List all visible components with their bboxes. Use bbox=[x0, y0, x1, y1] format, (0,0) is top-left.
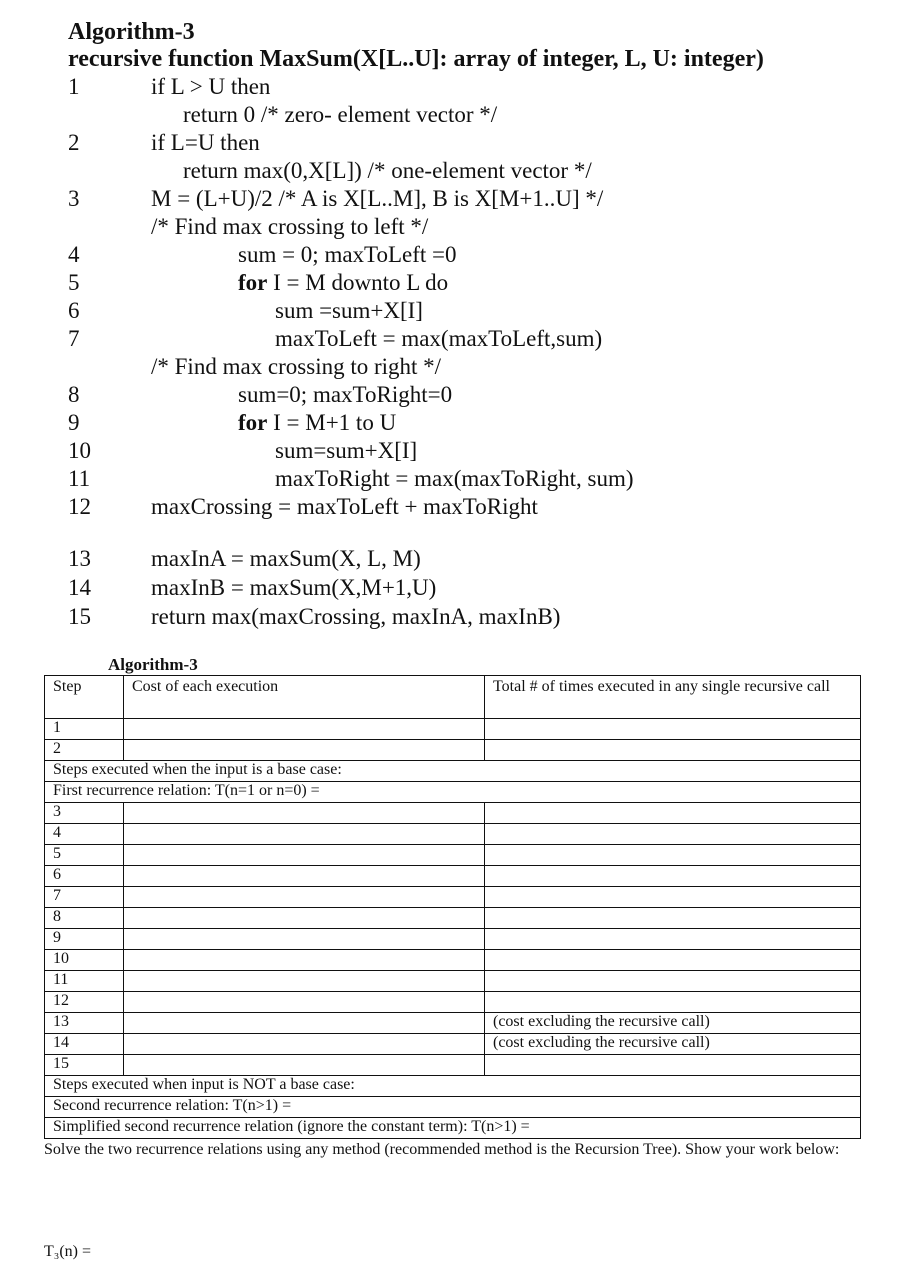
cost-cell bbox=[124, 950, 485, 971]
line-number: 7 bbox=[68, 326, 80, 351]
code-statement: maxToLeft = max(maxToLeft,sum) bbox=[275, 326, 603, 351]
cost-cell bbox=[124, 971, 485, 992]
table-row bbox=[45, 1055, 861, 1076]
step-cell: 2 bbox=[45, 740, 124, 761]
code-text bbox=[183, 101, 497, 129]
algorithm-title: Algorithm-3 bbox=[68, 19, 195, 45]
header-cost: Cost of each execution bbox=[124, 676, 485, 719]
cost-cell bbox=[124, 845, 485, 866]
code-statement: if L=U then bbox=[151, 130, 260, 155]
total-cell bbox=[485, 719, 861, 740]
total-cell bbox=[485, 824, 861, 845]
code-statement: sum =sum+X[I] bbox=[275, 298, 423, 323]
table-row bbox=[45, 1013, 861, 1034]
code-statement: I = M+1 to U bbox=[267, 410, 397, 435]
keyword: for bbox=[238, 270, 268, 295]
code-statement: I = M downto L do bbox=[267, 270, 449, 295]
step-cell: 11 bbox=[45, 971, 124, 992]
answer-label: T₃(n) = bbox=[44, 1243, 92, 1260]
total-cell bbox=[485, 950, 861, 971]
code-statement: if L > U then bbox=[151, 74, 271, 99]
step-cell: 5 bbox=[45, 845, 124, 866]
line-number: 6 bbox=[68, 298, 80, 323]
code-text bbox=[151, 185, 603, 213]
table-row bbox=[45, 1076, 861, 1097]
cost-cell bbox=[124, 887, 485, 908]
total-cell bbox=[485, 971, 861, 992]
total-cell bbox=[485, 992, 861, 1013]
first-recurrence: First recurrence relation: T(n=1 or n=0) = bbox=[45, 782, 861, 803]
total-cell: (cost excluding the recursive call) bbox=[485, 1034, 861, 1055]
table-row bbox=[45, 761, 861, 782]
code-text bbox=[151, 603, 560, 631]
total-cell bbox=[485, 887, 861, 908]
cost-cell bbox=[124, 803, 485, 824]
table-row bbox=[45, 971, 861, 992]
code-text bbox=[238, 381, 452, 409]
line-number: 4 bbox=[68, 242, 80, 267]
code-text bbox=[151, 73, 270, 101]
simplified-recurrence: Simplified second recurrence relation (ignore the constant term): T(n>1) = bbox=[45, 1118, 861, 1139]
code-statement: maxToRight = max(maxToRight, sum) bbox=[275, 466, 634, 491]
step-cell: 8 bbox=[45, 908, 124, 929]
code-statement: maxCrossing = maxToLeft + maxToRight bbox=[151, 494, 538, 519]
cost-cell bbox=[124, 1034, 485, 1055]
table-row bbox=[45, 908, 861, 929]
code-statement: /* Find max crossing to left */ bbox=[151, 214, 429, 239]
cost-table bbox=[44, 675, 861, 1139]
step-cell: 6 bbox=[45, 866, 124, 887]
cost-cell bbox=[124, 1013, 485, 1034]
table-row bbox=[45, 1097, 861, 1118]
table-row bbox=[45, 929, 861, 950]
total-cell bbox=[485, 1055, 861, 1076]
code-text bbox=[151, 353, 441, 381]
code-statement: sum=sum+X[I] bbox=[275, 438, 418, 463]
table-row bbox=[45, 866, 861, 887]
cost-cell bbox=[124, 824, 485, 845]
code-text bbox=[183, 157, 592, 185]
table-row bbox=[45, 1118, 861, 1139]
total-cell bbox=[485, 929, 861, 950]
step-cell: 14 bbox=[45, 1034, 124, 1055]
cost-cell bbox=[124, 908, 485, 929]
cost-cell bbox=[124, 929, 485, 950]
header-total: Total # of times executed in any single recursive call bbox=[485, 676, 861, 719]
code-text bbox=[238, 409, 396, 437]
code-text bbox=[238, 241, 457, 269]
table-row bbox=[45, 719, 861, 740]
line-number: 14 bbox=[68, 575, 91, 600]
code-statement: return max(maxCrossing, maxInA, maxInB) bbox=[151, 604, 561, 629]
code-text bbox=[275, 297, 423, 325]
second-recurrence: Second recurrence relation: T(n>1) = bbox=[45, 1097, 861, 1118]
step-cell: 15 bbox=[45, 1055, 124, 1076]
total-cell bbox=[485, 803, 861, 824]
step-cell: 13 bbox=[45, 1013, 124, 1034]
total-cell bbox=[485, 740, 861, 761]
code-text bbox=[238, 269, 448, 297]
step-cell: 12 bbox=[45, 992, 124, 1013]
line-number: 2 bbox=[68, 130, 80, 155]
table-row bbox=[45, 845, 861, 866]
total-cell bbox=[485, 845, 861, 866]
step-cell: 3 bbox=[45, 803, 124, 824]
code-text bbox=[275, 437, 417, 465]
step-cell: 7 bbox=[45, 887, 124, 908]
code-statement: return max(0,X[L]) /* one-element vector */ bbox=[183, 158, 592, 183]
code-text bbox=[151, 213, 428, 241]
code-statement: /* Find max crossing to right */ bbox=[151, 354, 442, 379]
table-row bbox=[45, 803, 861, 824]
table-row bbox=[45, 1034, 861, 1055]
step-cell: 9 bbox=[45, 929, 124, 950]
total-cell bbox=[485, 908, 861, 929]
code-statement: sum = 0; maxToLeft =0 bbox=[238, 242, 457, 267]
cost-cell bbox=[124, 719, 485, 740]
non-base-label: Steps executed when input is NOT a base case: bbox=[45, 1076, 861, 1097]
code-text bbox=[151, 129, 260, 157]
table-caption: Algorithm-3 bbox=[108, 655, 198, 674]
cost-cell bbox=[124, 1055, 485, 1076]
line-number: 12 bbox=[68, 494, 91, 519]
line-number: 11 bbox=[68, 466, 91, 491]
code-statement: sum=0; maxToRight=0 bbox=[238, 382, 453, 407]
table-row bbox=[45, 887, 861, 908]
step-cell: 10 bbox=[45, 950, 124, 971]
table-row bbox=[45, 740, 861, 761]
table-header-row bbox=[45, 676, 861, 719]
algorithm-signature: recursive function MaxSum(X[L..U]: array of integer, L, U: integer) bbox=[68, 46, 764, 72]
line-number: 13 bbox=[68, 546, 91, 571]
table-row bbox=[45, 950, 861, 971]
line-number: 15 bbox=[68, 604, 91, 629]
step-cell: 1 bbox=[45, 719, 124, 740]
keyword: for bbox=[238, 410, 268, 435]
line-number: 3 bbox=[68, 186, 80, 211]
instructions-text: Solve the two recurrence relations using any method (recommended method is the Recursion Tree). Show your work below: bbox=[44, 1141, 840, 1158]
line-number: 5 bbox=[68, 270, 80, 295]
cost-cell bbox=[124, 992, 485, 1013]
step-cell: 4 bbox=[45, 824, 124, 845]
code-statement: maxInA = maxSum(X, L, M) bbox=[151, 546, 421, 571]
cost-cell bbox=[124, 740, 485, 761]
code-text bbox=[275, 465, 634, 493]
line-number: 8 bbox=[68, 382, 80, 407]
code-text bbox=[151, 545, 421, 573]
base-case-label: Steps executed when the input is a base case: bbox=[45, 761, 861, 782]
table-row bbox=[45, 992, 861, 1013]
table-row bbox=[45, 824, 861, 845]
code-statement: M = (L+U)/2 /* A is X[L..M], B is X[M+1..U] */ bbox=[151, 186, 604, 211]
header-step: Step bbox=[45, 676, 124, 719]
code-text bbox=[151, 574, 436, 602]
code-statement: maxInB = maxSum(X,M+1,U) bbox=[151, 575, 437, 600]
line-number: 1 bbox=[68, 74, 80, 99]
code-text bbox=[151, 493, 538, 521]
table-row bbox=[45, 782, 861, 803]
code-text bbox=[275, 325, 602, 353]
total-cell bbox=[485, 866, 861, 887]
code-statement: return 0 /* zero- element vector */ bbox=[183, 102, 498, 127]
line-number: 10 bbox=[68, 438, 91, 463]
total-cell: (cost excluding the recursive call) bbox=[485, 1013, 861, 1034]
cost-cell bbox=[124, 866, 485, 887]
line-number: 9 bbox=[68, 410, 80, 435]
